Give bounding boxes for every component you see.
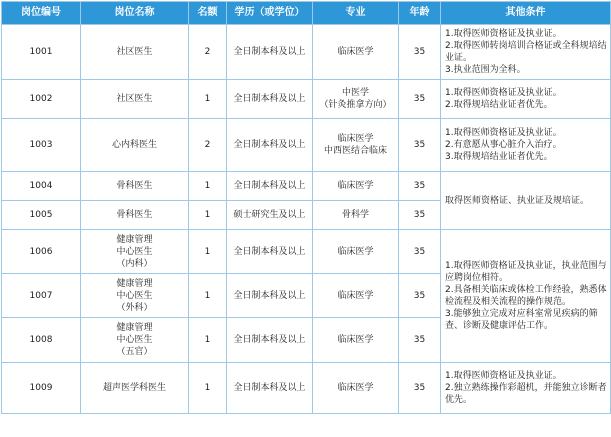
quota: 1	[189, 318, 227, 363]
education: 全日制本科及以上	[227, 25, 313, 80]
education: 全日制本科及以上	[227, 119, 313, 172]
major: 临床医学	[313, 25, 399, 80]
age-limit: 35	[399, 363, 441, 414]
header-education: 学历（或学位）	[227, 2, 313, 25]
other-conditions: 1.取得医师资格证及执业证。 2.取得规培结业证者优先。	[441, 80, 611, 119]
post-id: 1006	[2, 230, 81, 274]
age-limit: 35	[399, 119, 441, 172]
other-conditions: 1.取得医师资格证及执业证。 2.有意愿从事心脏介入治疗。 3.取得规培结业证者优先。	[441, 119, 611, 172]
age-limit: 35	[399, 25, 441, 80]
major: 临床医学	[313, 363, 399, 414]
education: 全日制本科及以上	[227, 318, 313, 363]
age-limit: 35	[399, 318, 441, 363]
post-id: 1008	[2, 318, 81, 363]
table-row	[2, 80, 611, 119]
major: 临床医学 中西医结合临床	[313, 119, 399, 172]
header-age: 年龄	[399, 2, 441, 25]
post-id: 1005	[2, 201, 81, 230]
post-name: 健康管理 中心医生 （内科）	[81, 230, 189, 274]
age-limit: 35	[399, 274, 441, 318]
recruitment-table	[1, 1, 611, 414]
post-name: 心内科医生	[81, 119, 189, 172]
major: 临床医学	[313, 230, 399, 274]
education: 硕士研究生及以上	[227, 201, 313, 230]
header-major: 专业	[313, 2, 399, 25]
major: 中医学 （针灸推拿方向）	[313, 80, 399, 119]
education: 全日制本科及以上	[227, 80, 313, 119]
table-row	[2, 119, 611, 172]
major: 临床医学	[313, 274, 399, 318]
table-row	[2, 172, 611, 201]
header-post-name: 岗位名称	[81, 2, 189, 25]
other-conditions-merged-health: 1.取得医师资格证及执业证，执业范围与应聘岗位相符。 2.具备相关临床或体检工作经验，熟悉体检流程及相关流程的操作规范。 3.能够独立完成对应科室常见疾病的筛查、诊断及健康评估工作。	[441, 230, 611, 363]
major: 临床医学	[313, 172, 399, 201]
post-name: 超声医学科医生	[81, 363, 189, 414]
post-name: 骨科医生	[81, 172, 189, 201]
table-row	[2, 363, 611, 414]
header-post-id: 岗位编号	[2, 2, 81, 25]
table-header-row	[2, 2, 611, 25]
quota: 1	[189, 172, 227, 201]
post-name: 健康管理 中心医生 （外科）	[81, 274, 189, 318]
age-limit: 35	[399, 80, 441, 119]
post-name: 社区医生	[81, 80, 189, 119]
quota: 2	[189, 119, 227, 172]
other-conditions: 1.取得医师资格证及执业证。 2.取得医师转岗培训合格证或全科规培结业证。 3.执业范围为全科。	[441, 25, 611, 80]
header-quota: 名额	[189, 2, 227, 25]
major: 骨科学	[313, 201, 399, 230]
post-id: 1007	[2, 274, 81, 318]
post-id: 1001	[2, 25, 81, 80]
age-limit: 35	[399, 172, 441, 201]
major: 临床医学	[313, 318, 399, 363]
quota: 1	[189, 274, 227, 318]
post-id: 1009	[2, 363, 81, 414]
education: 全日制本科及以上	[227, 172, 313, 201]
age-limit: 35	[399, 201, 441, 230]
other-conditions-merged-ortho: 取得医师资格证、执业证及规培证。	[441, 172, 611, 230]
quota: 1	[189, 363, 227, 414]
post-name: 社区医生	[81, 25, 189, 80]
quota: 1	[189, 201, 227, 230]
education: 全日制本科及以上	[227, 230, 313, 274]
post-name: 健康管理 中心医生 （五官）	[81, 318, 189, 363]
education: 全日制本科及以上	[227, 363, 313, 414]
post-name: 骨科医生	[81, 201, 189, 230]
header-conditions: 其他条件	[441, 2, 611, 25]
other-conditions: 1.取得医师资格证及执业证。 2.独立熟练操作彩超机，并能独立诊断者优先。	[441, 363, 611, 414]
table-row	[2, 230, 611, 274]
post-id: 1003	[2, 119, 81, 172]
quota: 1	[189, 230, 227, 274]
quota: 2	[189, 25, 227, 80]
education: 全日制本科及以上	[227, 274, 313, 318]
quota: 1	[189, 80, 227, 119]
post-id: 1002	[2, 80, 81, 119]
age-limit: 35	[399, 230, 441, 274]
table-row	[2, 25, 611, 80]
post-id: 1004	[2, 172, 81, 201]
